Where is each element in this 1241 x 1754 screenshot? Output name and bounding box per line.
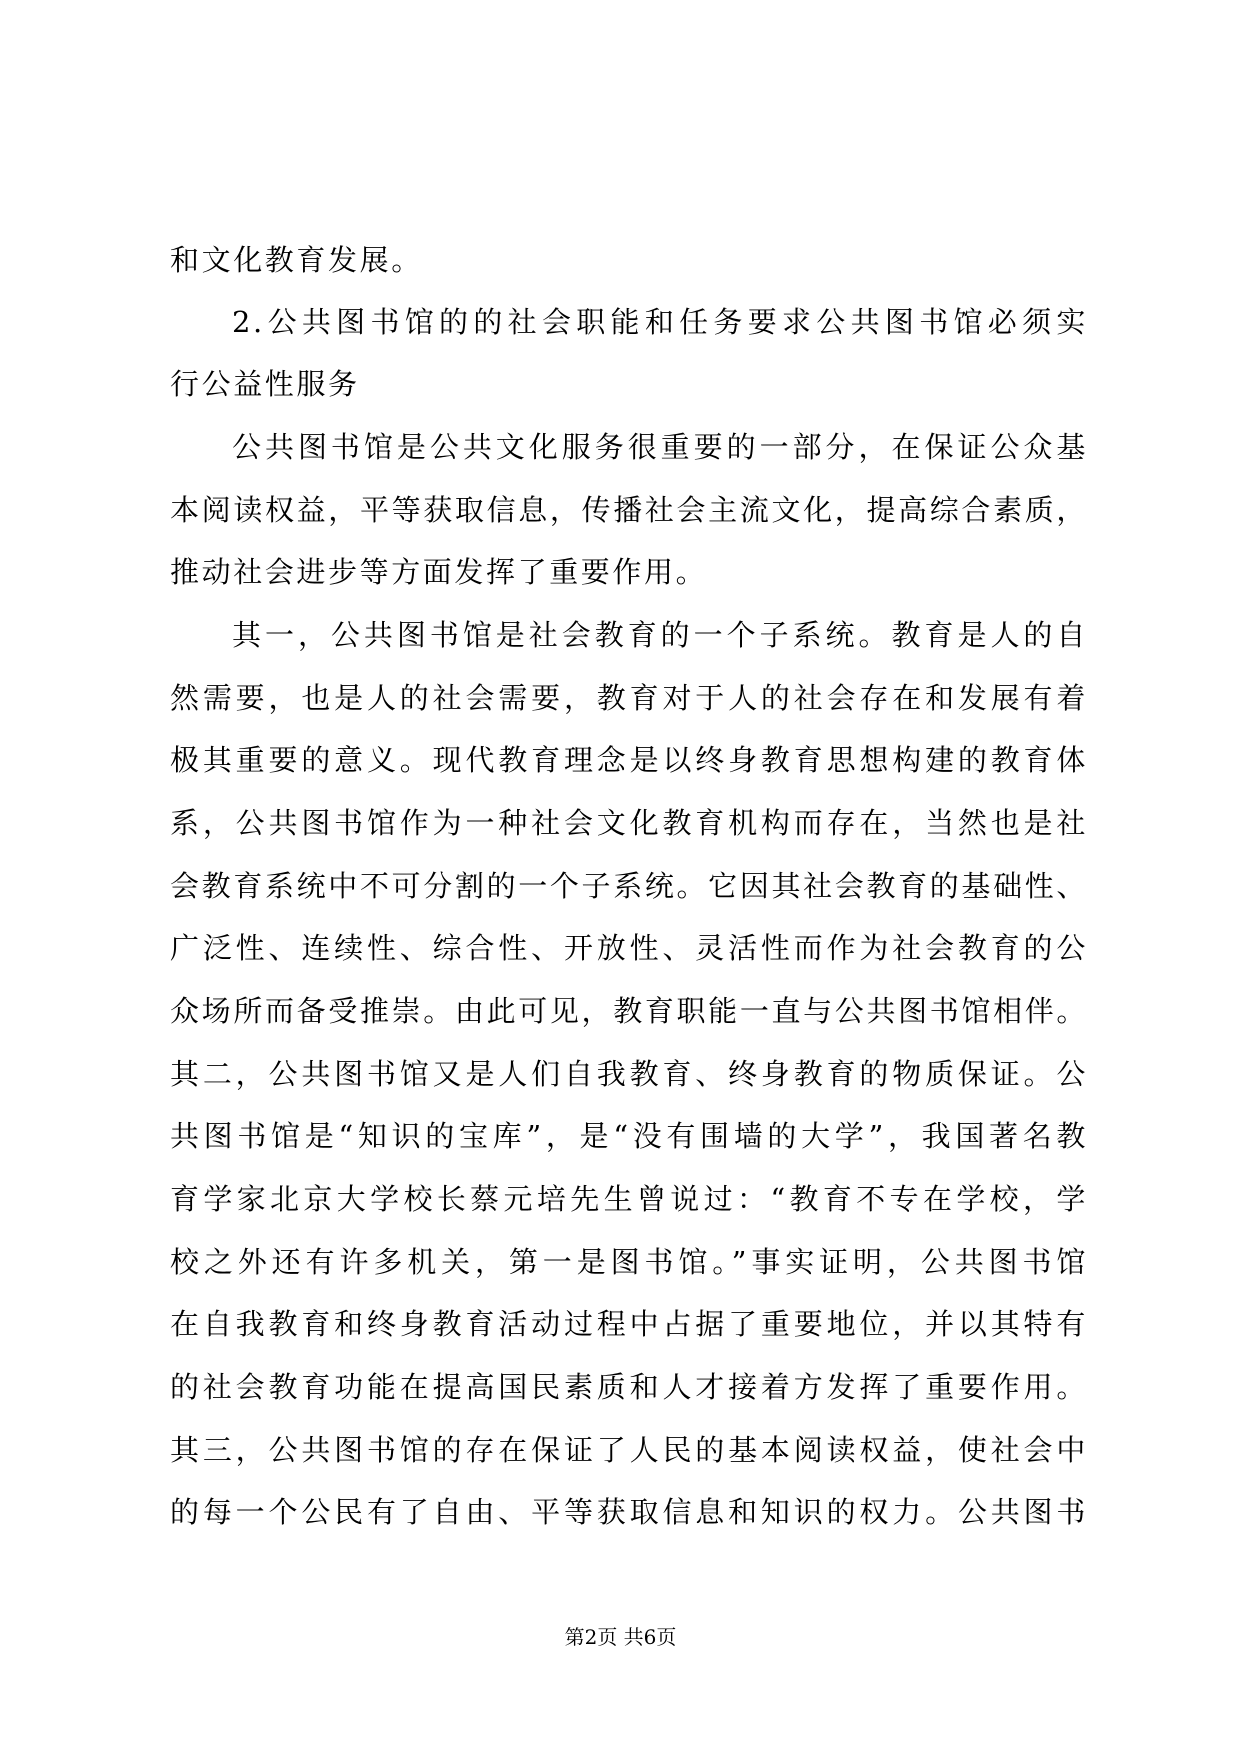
text-line: 然需要，也是人的社会需要，教育对于人的社会存在和发展有着 (170, 681, 1088, 715)
text-line: 的每一个公民有了自由、平等获取信息和知识的权力。公共图书 (170, 1495, 1088, 1529)
text-line: 本阅读权益，平等获取信息，传播社会主流文化，提高综合素质， (170, 493, 1088, 527)
text-line: 系，公共图书馆作为一种社会文化教育机构而存在，当然也是社 (170, 806, 1088, 840)
page-number-footer: 第2页 共6页 (564, 1625, 677, 1649)
section-heading: 2.公共图书馆的的社会职能和任务要求公共图书馆必须实 (232, 305, 1088, 339)
text-line: 其二，公共图书馆又是人们自我教育、终身教育的物质保证。公 (170, 1057, 1088, 1091)
text-line: 公共图书馆是公共文化服务很重要的一部分，在保证公众基 (232, 430, 1088, 464)
text-line: 其三，公共图书馆的存在保证了人民的基本阅读权益，使社会中 (170, 1433, 1088, 1467)
text-line: 共图书馆是“知识的宝库”，是“没有围墙的大学”，我国著名教 (170, 1119, 1088, 1153)
text-line: 在自我教育和终身教育活动过程中占据了重要地位，并以其特有 (170, 1307, 1088, 1341)
text-line: 会教育系统中不可分割的一个子系统。它因其社会教育的基础性、 (170, 869, 1088, 903)
text-line: 校之外还有许多机关，第一是图书馆。”事实证明，公共图书馆 (170, 1245, 1088, 1279)
text-line: 的社会教育功能在提高国民素质和人才接着方发挥了重要作用。 (170, 1370, 1088, 1404)
text-line: 和文化教育发展。 (170, 243, 423, 277)
text-line: 极其重要的意义。现代教育理念是以终身教育思想构建的教育体 (170, 743, 1088, 777)
text-line: 育学家北京大学校长蔡元培先生曾说过：“教育不专在学校，学 (170, 1182, 1088, 1216)
text-line: 其一，公共图书馆是社会教育的一个子系统。教育是人的自 (232, 618, 1088, 652)
text-line: 广泛性、连续性、综合性、开放性、灵活性而作为社会教育的公 (170, 931, 1088, 965)
section-heading-cont: 行公益性服务 (170, 367, 360, 401)
text-line: 推动社会进步等方面发挥了重要作用。 (170, 555, 708, 589)
text-line: 众场所而备受推崇。由此可见，教育职能一直与公共图书馆相伴。 (170, 994, 1088, 1028)
